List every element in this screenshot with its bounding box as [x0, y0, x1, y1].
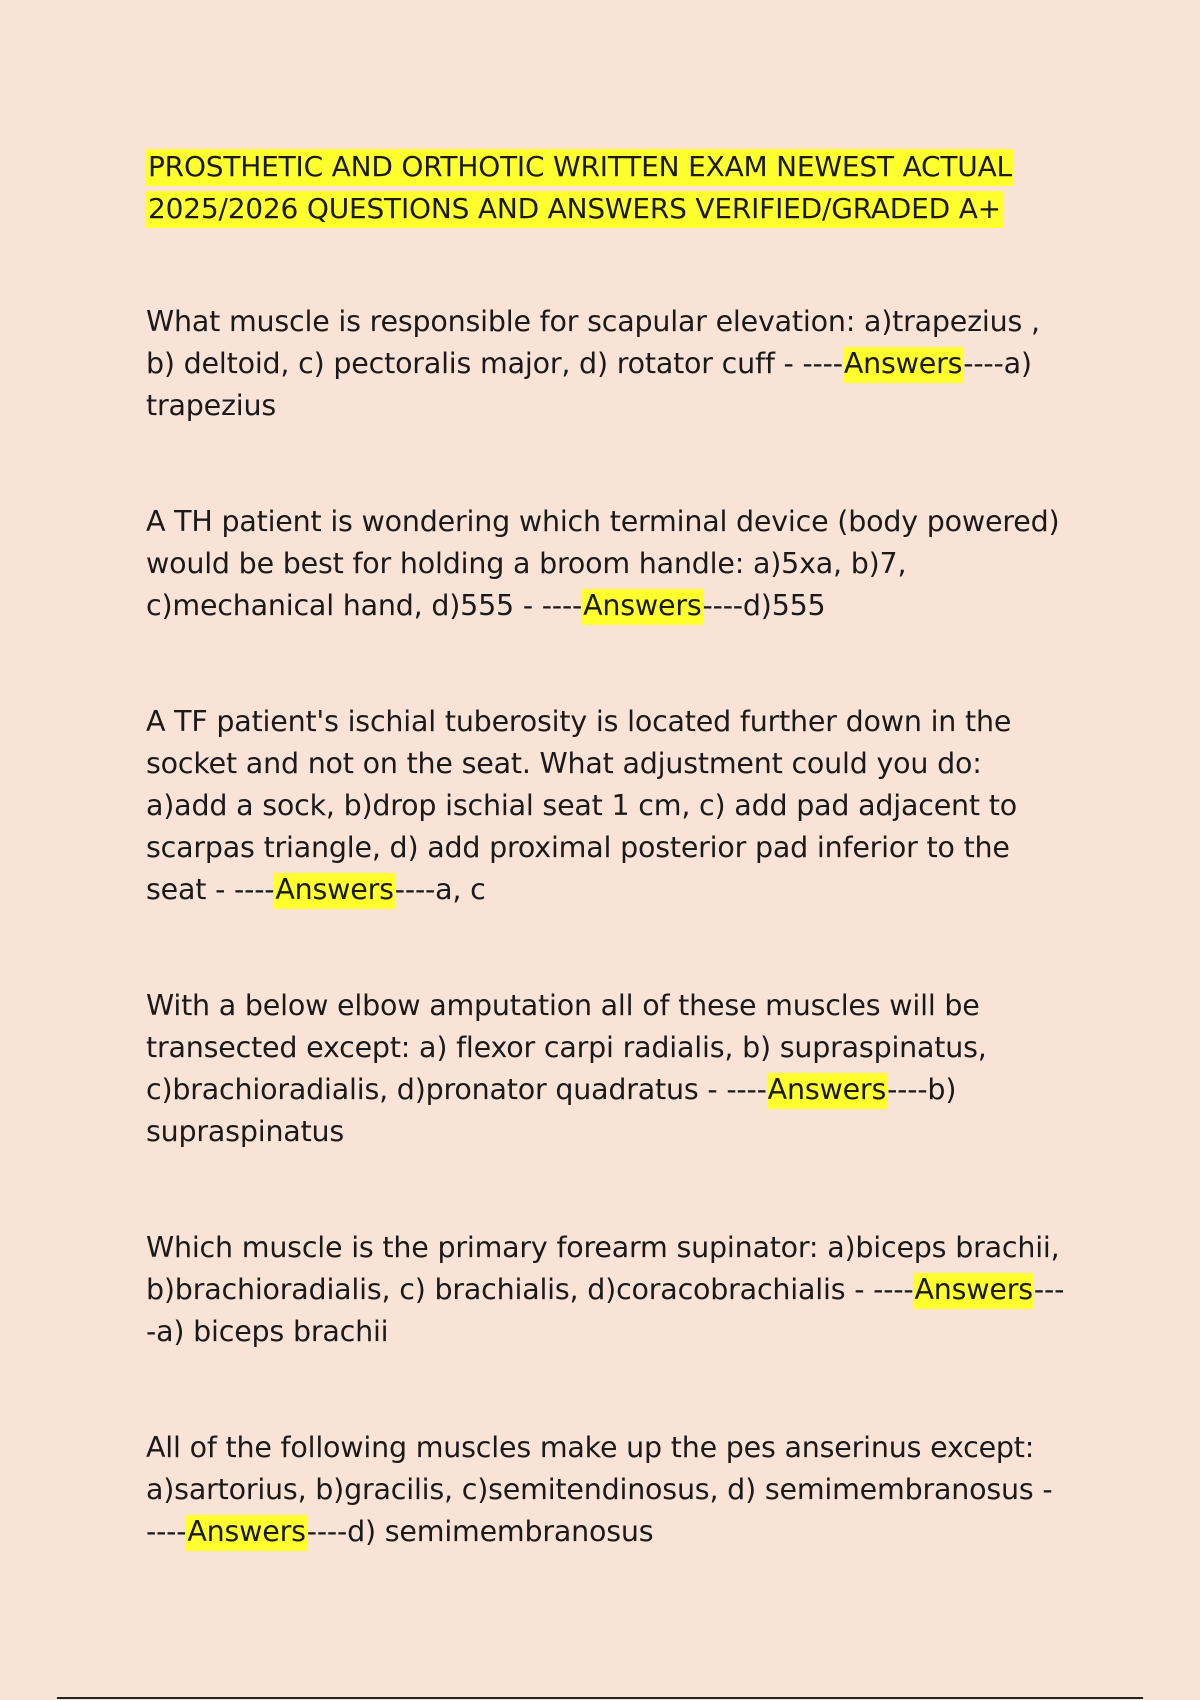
question-text: A TH patient is wondering which terminal device (body powered) would be best for holding a broom handle: a)5xa, b)7, c)mechanical hand, d)555 - ---- — [146, 505, 1069, 622]
answers-marker: Answers — [582, 589, 702, 625]
qa-item-2 — [146, 501, 1069, 627]
answers-marker: Answers — [843, 347, 963, 383]
answers-marker: Answers — [274, 873, 394, 909]
question-text: What muscle is responsible for scapular elevation: a)trapezius , b) deltoid, c) pectoralis major, d) rotator cuff - ---- — [146, 305, 1049, 380]
qa-item-6 — [146, 1427, 1066, 1553]
document-title — [146, 146, 1066, 230]
qa-item-3 — [146, 701, 1066, 911]
answer-text: ----a, c — [394, 873, 486, 906]
qa-item-5 — [146, 1227, 1069, 1353]
question-text: A TF patient's ischial tuberosity is located further down in the socket and not on the seat. What adjustment could you do: a)add a sock, b)drop ischial seat 1 cm, c) add pad adjacent to scarpas triangle, d) add proximal posterior pad inferior to the seat - ---- — [146, 705, 1026, 906]
question-text: All of the following muscles make up the pes anserinus except: a)sartorius, b)gracilis, c)semitendinosus, d) semimembranosus - ---- — [146, 1431, 1062, 1548]
answer-text: ----a) biceps brachii — [146, 1273, 1065, 1348]
answers-marker: Answers — [913, 1273, 1033, 1309]
answer-text: ----b) supraspinatus — [146, 1073, 957, 1148]
question-text: With a below elbow amputation all of these muscles will be transected except: a) flexor carpi radialis, b) supraspinatus, c)brachioradialis, d)pronator quadratus - ---- — [146, 989, 996, 1106]
qa-item-1 — [146, 301, 1066, 427]
qa-item-4 — [146, 985, 1066, 1153]
title-line-1: PROSTHETIC AND ORTHOTIC WRITTEN EXAM NEWEST ACTUAL — [146, 149, 1014, 186]
answer-text: ----d) semimembranosus — [306, 1515, 654, 1548]
answer-text: ----a) trapezius — [146, 347, 1032, 422]
answers-marker: Answers — [767, 1073, 887, 1109]
answer-text: ----d)555 — [702, 589, 826, 622]
question-text: Which muscle is the primary forearm supinator: a)biceps brachii, b)brachioradialis, c) brachialis, d)coracobrachialis - ---- — [146, 1231, 1069, 1306]
answers-marker: Answers — [186, 1515, 306, 1551]
page-bottom-divider — [57, 1697, 1143, 1699]
title-line-2: 2025/2026 QUESTIONS AND ANSWERS VERIFIED/GRADED A+ — [146, 191, 1003, 228]
document-page — [146, 146, 1069, 1627]
